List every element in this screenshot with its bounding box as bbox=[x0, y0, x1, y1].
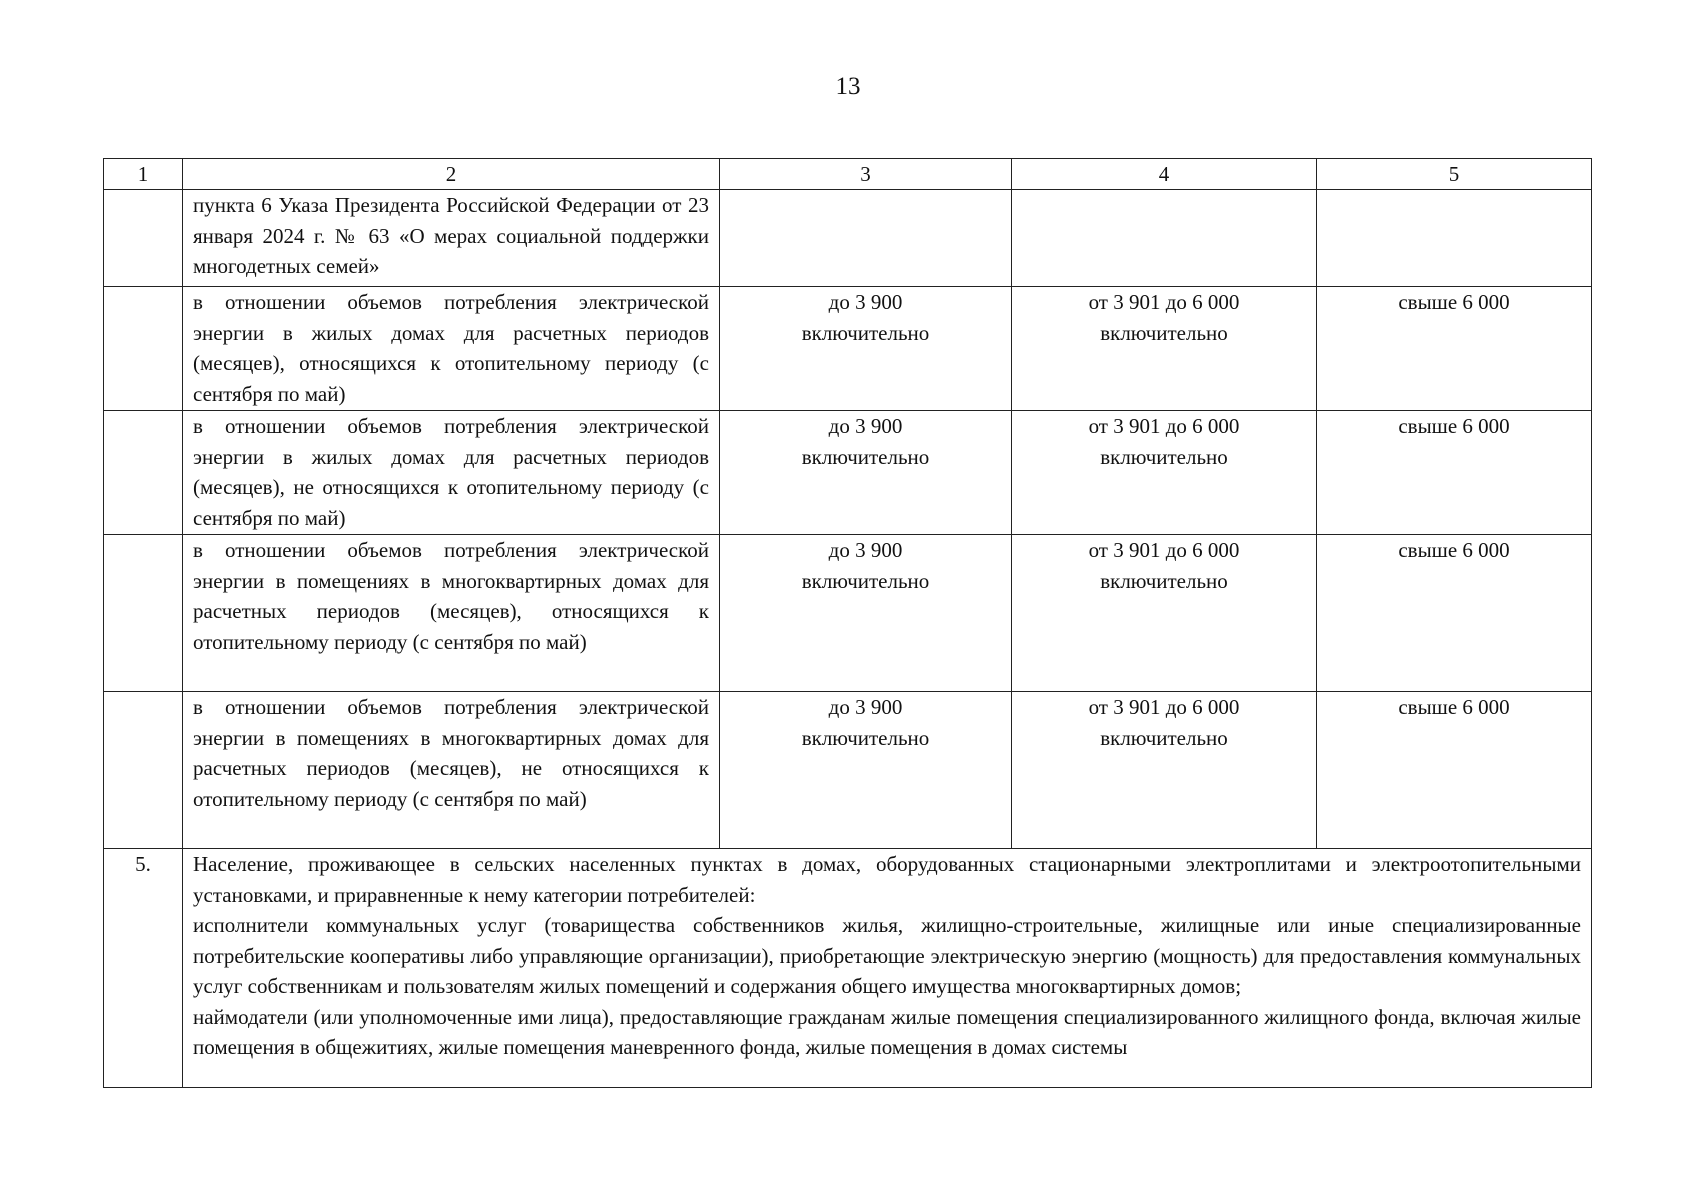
table-row bbox=[104, 535, 1592, 692]
range-qualifier: включительно bbox=[1100, 444, 1228, 469]
range-value: до 3 900 bbox=[828, 290, 903, 314]
column-header-1: 1 bbox=[104, 159, 183, 190]
col4-value-cell bbox=[1012, 692, 1317, 849]
col5-value-cell: свыше 6 000 bbox=[1317, 692, 1592, 849]
section-5-paragraph: наймодатели (или уполномоченные ими лица), предоставляющие гражданам жилые помещения специализированного жилищного фонда, включая жилые помещения в общежитиях, жилые помещения маневренного фонда, жилые помещения в домах системы bbox=[193, 1004, 1581, 1059]
row-number-cell bbox=[104, 535, 183, 692]
col4-value-cell bbox=[1012, 287, 1317, 411]
range-qualifier: включительно bbox=[801, 568, 930, 593]
column-header-5: 5 bbox=[1317, 159, 1592, 190]
row-description-cell bbox=[183, 692, 720, 849]
range-value: от 3 901 до 6 000 bbox=[1088, 414, 1240, 438]
row-number-cell bbox=[104, 692, 183, 849]
range-value: от 3 901 до 6 000 bbox=[1088, 695, 1240, 719]
row-description-cell bbox=[183, 190, 720, 287]
section-5-paragraph: Население, проживающее в сельских населенных пунктах в домах, оборудованных стационарными электроплитами и электроотопительными установками, и приравненные к нему категории потребителей: bbox=[193, 852, 1581, 907]
row-description-cell bbox=[183, 411, 720, 535]
row-number-cell: 5. bbox=[104, 849, 183, 1088]
col3-value-cell bbox=[720, 190, 1012, 287]
range-qualifier: включительно bbox=[1100, 568, 1228, 593]
section-5-text-cell bbox=[183, 849, 1592, 1088]
page-number: 13 bbox=[835, 73, 861, 100]
col5-value-cell: свыше 6 000 bbox=[1317, 287, 1592, 411]
range-value: от 3 901 до 6 000 bbox=[1088, 538, 1240, 562]
col3-value-cell bbox=[720, 692, 1012, 849]
col3-value-cell bbox=[720, 287, 1012, 411]
range-qualifier: включительно bbox=[801, 444, 930, 469]
table-row bbox=[104, 692, 1592, 849]
col5-value-cell bbox=[1317, 190, 1592, 287]
range-value: до 3 900 bbox=[828, 538, 903, 562]
column-header-4: 4 bbox=[1012, 159, 1317, 190]
range-value: до 3 900 bbox=[828, 414, 903, 438]
range-value: от 3 901 до 6 000 bbox=[1088, 290, 1240, 314]
col5-value-cell: свыше 6 000 bbox=[1317, 535, 1592, 692]
column-header-2: 2 bbox=[183, 159, 720, 190]
table-header-row bbox=[104, 159, 1592, 190]
range-qualifier: включительно bbox=[801, 320, 930, 345]
col4-value-cell bbox=[1012, 411, 1317, 535]
row-description-cell bbox=[183, 535, 720, 692]
range-qualifier: включительно bbox=[1100, 725, 1228, 750]
row-description: в отношении объемов потребления электрической энергии в жилых домах для расчетных периодов (месяцев), относящихся к отопительному периоду (с сентября по май) bbox=[193, 290, 709, 406]
row-description: пункта 6 Указа Президента Российской Федерации от 23 января 2024 г. № 63 «О мерах социальной поддержки многодетных семей» bbox=[193, 193, 709, 278]
row-number-cell bbox=[104, 190, 183, 287]
tariff-table bbox=[103, 158, 1592, 1088]
range-value: до 3 900 bbox=[828, 695, 903, 719]
section-5-paragraph: исполнители коммунальных услуг (товарищества собственников жилья, жилищно-строительные, жилищные или иные специализированные потребительские кооперативы либо управляющие организации), приобретающие электрическую энергию (мощность) для предоставления коммунальных услуг собственникам и пользователям жилых помещений и содержания общего имущества многоквартирных домов; bbox=[193, 913, 1581, 998]
range-qualifier: включительно bbox=[801, 725, 930, 750]
row-number-cell bbox=[104, 287, 183, 411]
row-number-cell bbox=[104, 411, 183, 535]
row-description: в отношении объемов потребления электрической энергии в жилых домах для расчетных периодов (месяцев), не относящихся к отопительному периоду (с сентября по май) bbox=[193, 414, 709, 530]
table-row-section-5 bbox=[104, 849, 1592, 1088]
row-description: в отношении объемов потребления электрической энергии в помещениях в многоквартирных домах для расчетных периодов (месяцев), не относящихся к отопительному периоду (с сентября по май) bbox=[193, 695, 709, 811]
table-row bbox=[104, 411, 1592, 535]
col4-value-cell bbox=[1012, 190, 1317, 287]
col3-value-cell bbox=[720, 411, 1012, 535]
row-description: в отношении объемов потребления электрической энергии в помещениях в многоквартирных домах для расчетных периодов (месяцев), относящихся к отопительному периоду (с сентября по май) bbox=[193, 538, 709, 654]
table-row bbox=[104, 190, 1592, 287]
column-header-3: 3 bbox=[720, 159, 1012, 190]
range-qualifier: включительно bbox=[1100, 320, 1228, 345]
table-row bbox=[104, 287, 1592, 411]
col5-value-cell: свыше 6 000 bbox=[1317, 411, 1592, 535]
col3-value-cell bbox=[720, 535, 1012, 692]
col4-value-cell bbox=[1012, 535, 1317, 692]
row-description-cell bbox=[183, 287, 720, 411]
